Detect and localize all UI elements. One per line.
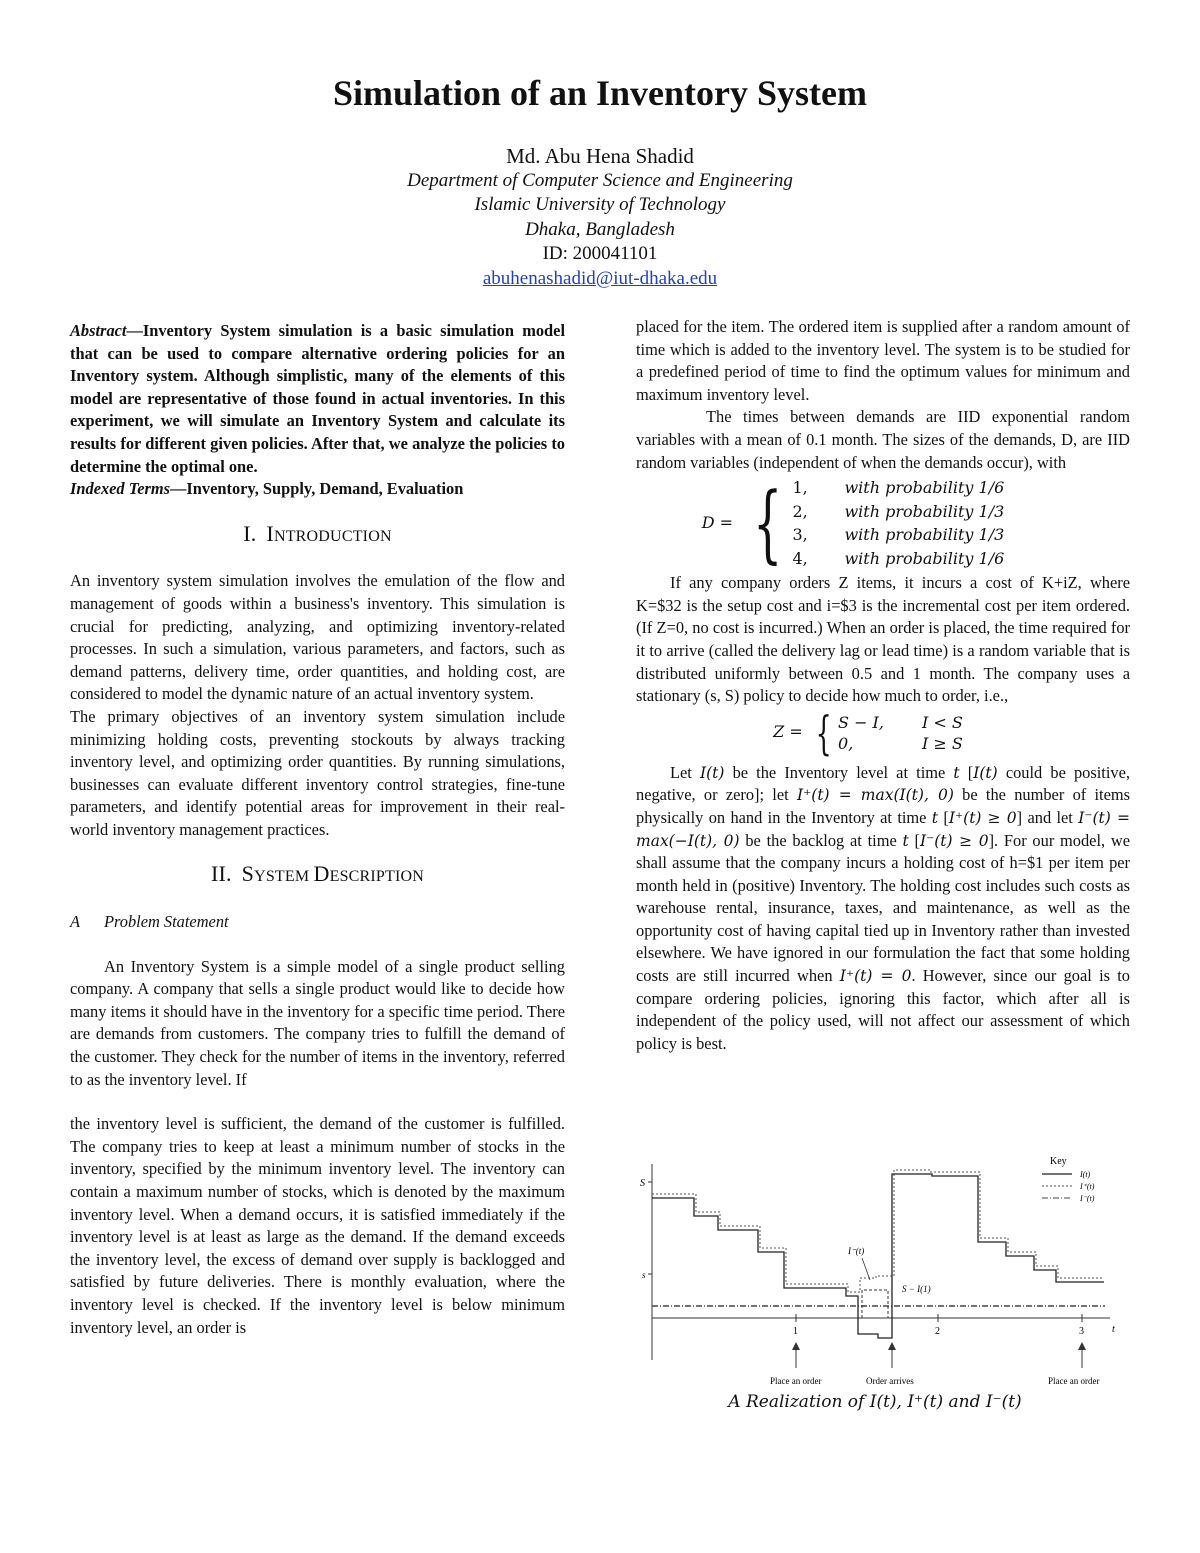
legend-i: I(t) — [1080, 1170, 1091, 1179]
problem-paragraph-4: The times between demands are IID exponential random variables with a mean of 0.1 month. The sizes of the demands, D, are IID random variables (independent of when the demands occur), with — [636, 407, 1130, 472]
x-tick-1: 1 — [793, 1326, 798, 1337]
index-terms: Indexed Terms—Inventory, Supply, Demand, Evaluation — [70, 479, 464, 499]
demand-cases — [792, 476, 1004, 570]
intro-paragraph-2: The primary objectives of an inventory system simulation include minimizing holding costs, preventing stockouts by always tracking inventory level, and optimizing order quantities. By running simulations, businesses can evaluate different inventory control strategies, fine-tune parameters, and identify potential areas for improvement in their real-world inventory management practices. — [70, 706, 565, 839]
problem-paragraph-1: An Inventory System is a simple model of a single product selling company. A company that sells a single product would like to decide how many items it should have in the inventory for a specific time period. There are demands from customers. The company tries to fulfill the demand of the customer. They check for the number of items in the inventory, referred to as the inventory level. If — [70, 956, 565, 1089]
author-location: Dhaka, Bangladesh — [525, 218, 675, 240]
order-cases — [838, 712, 963, 754]
i-plus-series — [652, 1170, 1104, 1292]
x-tick-2: 2 — [935, 1326, 940, 1337]
y-label-s: s — [642, 1270, 646, 1280]
demand-case-row: 1, with probability 1/6 — [792, 478, 1005, 498]
annot-gap: S − I(1) — [902, 1284, 931, 1294]
left-column — [70, 320, 565, 1339]
legend-i-plus: I⁺(t) — [1080, 1182, 1095, 1191]
figure-caption: A Realization of I(t), I⁺(t) and I⁻(t) — [728, 1392, 1022, 1412]
section-heading-system-description: II. SYSTEM DESCRIPTION — [210, 861, 425, 887]
author-id: ID: 200041101 — [542, 243, 658, 264]
order-case-row: S − I, I < S — [838, 712, 963, 732]
subsection-heading-problem-statement: A Problem Statement — [70, 912, 229, 932]
section-heading-introduction: I. INTRODUCTION — [243, 520, 392, 546]
author-block — [0, 144, 1200, 291]
demand-case-row: 3, with probability 1/3 — [792, 525, 1005, 545]
demand-case-row: 2, with probability 1/3 — [792, 501, 1005, 521]
author-email-link[interactable]: abuhenashadid@iut-dhaka.edu — [482, 267, 718, 289]
author-university: Islamic University of Technology — [474, 194, 726, 215]
legend-title: Key — [1050, 1156, 1067, 1167]
intro-paragraph-1: An inventory system simulation involves the emulation of the flow and management of goods within a business's inventory. This simulation is crucial for predicting, analyzing, and optimizing inventory-related processes. In such a simulation, various parameters, and factors, such as demand patterns, delivery time, order quantities, and holding cost, are considered to model the dynamic nature of an actual inventory system. — [70, 571, 565, 704]
author-name: Md. Abu Hena Shadid — [506, 144, 694, 168]
annot-i-minus: I⁻(t) — [848, 1246, 865, 1256]
event-place-order-2: Place an order — [1048, 1376, 1100, 1386]
problem-paragraph-5: If any company orders Z items, it incurs a cost of K+iZ, where K=$32 is the setup cost and i=$3 is the incremental cost per item ordered. (If Z=0, no cost is incurred.) When an order is placed, the time required for it to arrive (called the delivery lag or lead time) is a random variable that is distributed uniformly between 0.5 and 1 month. The company uses a stationary (s, S) policy to decide how much to order, i.e., — [636, 573, 1130, 706]
paper-title: Simulation of an Inventory System — [332, 73, 868, 113]
x-axis-label: t — [1112, 1324, 1115, 1335]
event-order-arrives: Order arrives — [866, 1376, 914, 1386]
problem-paragraph-6: Let I(t) be the Inventory level at time t [I(t) could be positive, negative, or zero]; let I⁺(t) = max(I(t), 0) be the number of items physically on hand in the Inventory at time t [I⁺(t) ≥ 0] and let I⁻(t) = max(−I(t), 0) be the backlog at time t [I⁻(t) ≥ 0]. For our model, we shall assume that the company incurs a holding cost of h=$1 per item per month held in (positive) Inventory. The holding cost includes such costs as warehouse rental, insurance, taxes, and maintenance, as well as the opportunity cost of having capital tied up in Inventory rather than invested elsewhere. We have ignored in our formulation the fact that some holding costs are still incurred when I⁺(t) = 0. However, since our goal is to compare ordering policies, ignoring this factor, which after all is independent of the policy used, will not affect our assessment of which policy is best. — [636, 762, 1131, 1053]
inventory-realization-figure — [640, 1150, 1130, 1390]
event-place-order-1: Place an order — [770, 1376, 822, 1386]
order-equation: Z = { S − I, I < S 0, I ≥ S — [773, 705, 963, 760]
problem-paragraph-2: the inventory level is sufficient, the demand of the customer is fulfilled. The company tries to keep at least a minimum number of stocks in the inventory, specified by the minimum inventory level. The inventory can contain a maximum number of stocks, which is denoted by the maximum inventory level. When a demand occurs, it is satisfied immediately if the inventory level is at least as large as the demand. If the demand exceeds the inventory level, the excess of demand over supply is backlogged and satisfied by future deliveries. There is monthly evaluation, where the inventory level is checked. If the inventory level is below minimum inventory level, an order is — [70, 1114, 565, 1337]
demand-equation: D = { 1, with probability 1/6 2, with probability 1/3 3, with probability 1/3 4, with probability 1/6 — [701, 474, 1005, 573]
author-department: Department of Computer Science and Engineering — [407, 169, 793, 191]
demand-case-row: 4, with probability 1/6 — [792, 548, 1005, 568]
x-tick-3: 3 — [1079, 1326, 1084, 1337]
abstract: Abstract—Inventory System simulation is a basic simulation model that can be used to compare alternative ordering policies for an Inventory system. Although simplistic, many of the elements of this model are representative of those found in actual inventories. In this experiment, we will simulate an Inventory System and calculate its results for different given policies. After that, we analyze the policies to determine the optimal one. — [70, 321, 565, 476]
inventory-plot — [640, 1150, 1130, 1390]
legend-i-minus: I⁻(t) — [1080, 1194, 1095, 1203]
abstract-text: Inventory System simulation is a basic simulation model that can be used to compare alternative ordering policies for an Inventory system. Although simplistic, many of the elements of this model are representative of those found in actual inventories. In this experiment, we will simulate an Inventory System and calculate its results for different given policies. After that, we analyze the policies to determine the optimal one. — [70, 321, 565, 476]
i-minus-series — [862, 1290, 888, 1318]
problem-paragraph-3: placed for the item. The ordered item is supplied after a random amount of time which is added to the inventory level. The system is to be studied for a predefined period of time to find the optimum values for minimum and maximum inventory level. — [636, 317, 1130, 404]
y-label-S: S — [640, 1178, 645, 1189]
right-column — [636, 316, 1130, 1055]
order-case-row: 0, I ≥ S — [838, 733, 963, 753]
